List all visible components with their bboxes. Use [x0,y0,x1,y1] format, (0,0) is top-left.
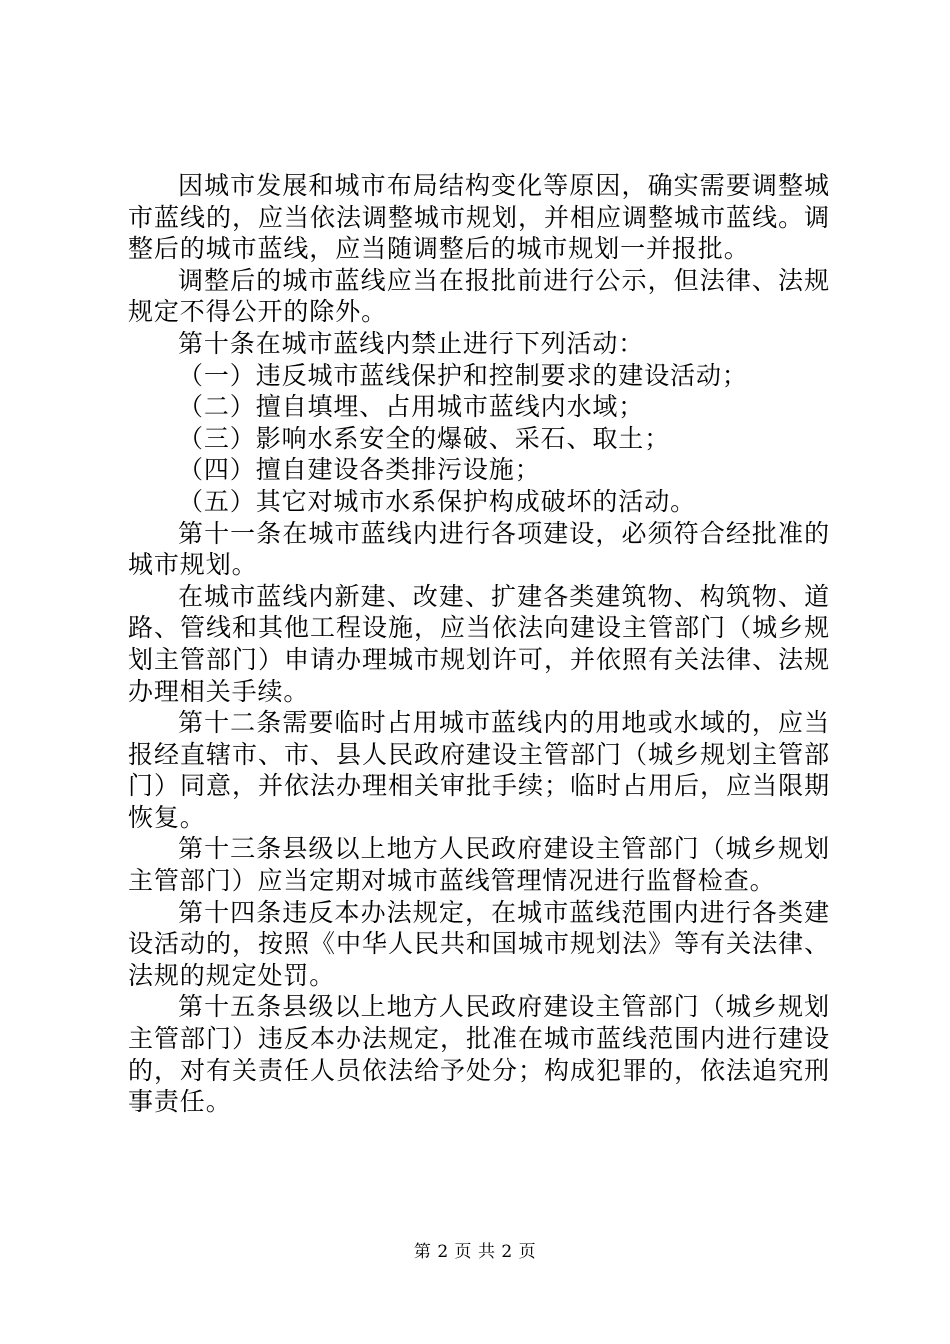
list-item-3: （三）影响水系安全的爆破、采石、取土； [178,423,671,453]
paragraph-article-13: 第十三条县级以上地方人民政府建设主管部门（城乡规划主管部门）应当定期对城市蓝线管理情况进行监督检查。 [128,834,830,896]
list-item-1: （一）违反城市蓝线保护和控制要求的建设活动； [178,360,748,390]
paragraph-public-notice: 调整后的城市蓝线应当在报批前进行公示，但法律、法规规定不得公开的除外。 [128,265,830,327]
list-item-4: （四）擅自建设各类排污设施； [178,455,541,485]
paragraph-article-12: 第十二条需要临时占用城市蓝线内的用地或水域的，应当报经直辖市、市、县人民政府建设主管部门（城乡规划主管部门）同意，并依法办理相关审批手续；临时占用后，应当限期恢复。 [128,708,830,832]
list-item-2: （二）擅自填埋、占用城市蓝线内水域； [178,392,645,422]
page-number-footer: 第 2 页 共 2 页 [413,1242,537,1262]
paragraph-article-11: 第十一条在城市蓝线内进行各项建设，必须符合经批准的城市规划。 [128,518,830,580]
paragraph-article-10: 第十条在城市蓝线内禁止进行下列活动： [178,328,645,358]
paragraph-article-15: 第十五条县级以上地方人民政府建设主管部门（城乡规划主管部门）违反本办法规定，批准在城市蓝线范围内进行建设的，对有关责任人员依法给予处分；构成犯罪的，依法追究刑事责任。 [128,992,830,1117]
paragraph-construction-permit: 在城市蓝线内新建、改建、扩建各类建筑物、构筑物、道路、管线和其他工程设施，应当依法向建设主管部门（城乡规划主管部门）申请办理城市规划许可，并依照有关法律、法规办理相关手续。 [128,581,830,706]
list-item-5: （五）其它对城市水系保护构成破坏的活动。 [178,486,697,516]
document-body [128,170,830,1118]
paragraph-article-14: 第十四条违反本办法规定，在城市蓝线范围内进行各类建设活动的，按照《中华人民共和国城市规划法》等有关法律、法规的规定处罚。 [128,897,830,990]
paragraph-blue-line-adjustment: 因城市发展和城市布局结构变化等原因，确实需要调整城市蓝线的，应当依法调整城市规划，并相应调整城市蓝线。调整后的城市蓝线，应当随调整后的城市规划一并报批。 [128,171,830,264]
